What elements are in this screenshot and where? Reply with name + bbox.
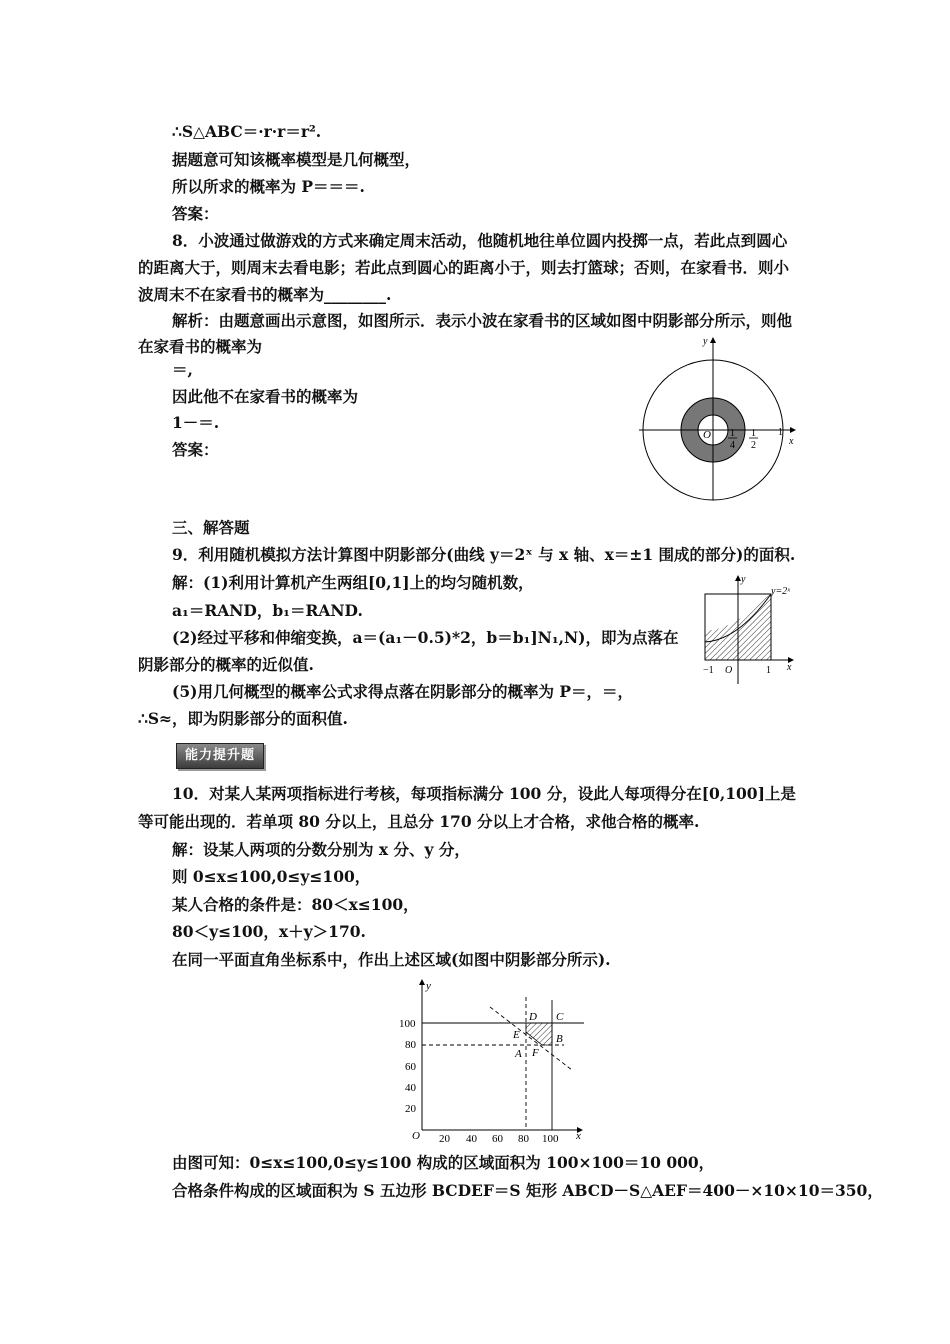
y-tick-100: 100: [399, 1018, 416, 1030]
solution-9: ∴S≈，即为阴影部分的面积值.: [138, 709, 348, 728]
question-10: 等可能出现的．若单项 80 分以上，且总分 170 分以上才合格，求他合格的概率.: [138, 812, 700, 831]
solution-10: 解：设某人两项的分数分别为 x 分、y 分，: [172, 840, 470, 859]
solution-8: 在家看书的概率为: [138, 337, 263, 356]
tick-one: 1: [766, 665, 771, 676]
origin-label: O: [703, 429, 711, 441]
tick-quarter-num: 1: [730, 428, 735, 439]
axis-label-x: x: [576, 1130, 581, 1142]
figure-region: [392, 975, 592, 1147]
question-9: 9．利用随机模拟方法计算图中阴影部分(曲线 y＝2ˣ 与 x 轴、x＝±1 围成的部分)的面积.: [172, 545, 796, 564]
text-line: 答案：: [172, 204, 219, 223]
y-tick-80: 80: [405, 1039, 416, 1051]
solution-8: 1－＝.: [172, 413, 220, 432]
question-8: 8．小波通过做游戏的方式来确定周末活动，他随机地往单位圆内投掷一点，若此点到圆心: [172, 231, 788, 250]
solution-10: 由图可知：0≤x≤100,0≤y≤100 构成的区域面积为 100×100＝10 000，: [172, 1153, 715, 1172]
point-C: C: [556, 1011, 564, 1023]
solution-8: ＝,: [172, 360, 193, 379]
x-tick-100: 100: [542, 1133, 559, 1145]
question-8: 的距离大于，则周末去看电影；若此点到圆心的距离小于，则去打篮球；否则，在家看书．则小: [138, 258, 790, 277]
y-tick-60: 60: [405, 1061, 416, 1073]
figure-exponential: [705, 574, 805, 684]
point-D: D: [529, 1011, 537, 1023]
tick-half-den: 2: [751, 440, 756, 451]
solution-9: a₁＝RAND，b₁＝RAND.: [172, 601, 363, 620]
solution-8: 因此他不在家看书的概率为: [172, 387, 359, 406]
tick-half-num: 1: [751, 428, 756, 439]
y-tick-20: 20: [405, 1103, 416, 1115]
solution-10: 合格条件构成的区域面积为 S 五边形 BCDEF＝S 矩形 ABCD－S△AEF＝400－×10×10＝350，: [172, 1181, 883, 1200]
axis-label-y: y: [703, 336, 708, 347]
question-8: 波周末不在家看书的概率为________.: [138, 285, 392, 304]
x-tick-80: 80: [518, 1133, 529, 1145]
text-line: 所以所求的概率为 P＝＝＝.: [172, 177, 365, 196]
text-line: ∴S△ABC＝·r·r＝r².: [172, 122, 322, 141]
section-title: 三、解答题: [172, 518, 250, 537]
solution-10: 80＜y≤100，x＋y＞170.: [172, 922, 366, 941]
point-F: F: [532, 1047, 539, 1059]
tick-neg-one: −1: [703, 665, 714, 676]
y-tick-40: 40: [405, 1082, 416, 1094]
tick-one: 1: [778, 427, 783, 438]
solution-9: 解：(1)利用计算机产生两组[0,1]上的均匀随机数，: [172, 573, 534, 592]
axis-label-y: y: [426, 980, 431, 992]
x-tick-40: 40: [466, 1133, 477, 1145]
solution-9: (2)经过平移和伸缩变换，a＝(a₁－0.5)*2，b＝b₁]N₁,N)，即为点落在: [172, 628, 679, 647]
figure-annulus: [635, 332, 805, 502]
point-B: B: [556, 1033, 563, 1045]
shaded-pentagon: [526, 1023, 552, 1045]
solution-8: 解析：由题意画出示意图，如图所示．表示小波在家看书的区域如图中阴影部分所示，则他: [172, 311, 793, 330]
x-tick-60: 60: [492, 1133, 503, 1145]
section-badge: 能力提升题: [176, 743, 264, 769]
solution-10: 某人合格的条件是：80＜x≤100，: [172, 895, 419, 914]
x-tick-20: 20: [439, 1133, 450, 1145]
axis-label-x: x: [787, 662, 792, 673]
axis-label-x: x: [789, 436, 794, 447]
solution-10: 在同一平面直角坐标系中，作出上述区域(如图中阴影部分所示).: [172, 950, 611, 969]
point-E: E: [513, 1029, 520, 1041]
curve-label: y=2ˣ: [771, 586, 791, 597]
origin-label: O: [412, 1130, 420, 1142]
answer-8: 答案：: [172, 440, 219, 459]
question-10: 10．对某人某两项指标进行考核，每项指标满分 100 分，设此人每项得分在[0,100]上是: [172, 784, 796, 803]
tick-quarter-den: 4: [730, 440, 735, 451]
axis-label-y: y: [741, 574, 746, 585]
solution-9: (5)用几何概型的概率公式求得点落在阴影部分的概率为 P＝，＝，: [172, 682, 634, 701]
point-A: A: [515, 1048, 522, 1060]
solution-10: 则 0≤x≤100,0≤y≤100，: [172, 867, 371, 886]
text-line: 据题意可知该概率模型是几何概型，: [172, 150, 421, 169]
origin-label: O: [725, 665, 733, 676]
solution-9: 阴影部分的概率的近似值.: [138, 655, 314, 674]
